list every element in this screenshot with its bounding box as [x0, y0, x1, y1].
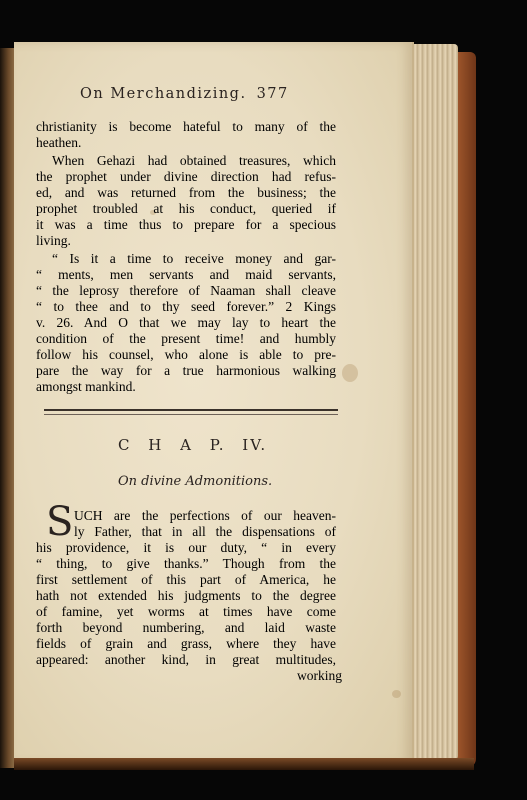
- body-line: pare the way for a true harmonious walking: [36, 363, 336, 378]
- page-number: 377: [256, 86, 289, 102]
- foxing-stain: [392, 690, 401, 698]
- body-line: follow his counsel, who alone is able to pre-: [36, 347, 336, 362]
- chapter-line: his providence, it is our duty, “ in every: [36, 540, 336, 555]
- running-title: On Merchandizing.: [80, 86, 247, 102]
- chapter-line: fields of grain and grass, where they have: [36, 636, 336, 651]
- chapter-line: ly Father, that in all the dispensations of: [74, 524, 336, 539]
- book-bottom-edge: [14, 758, 474, 770]
- chapter-line: forth beyond numbering, and laid waste: [36, 620, 336, 635]
- body-line: the prophet under divine direction had refus-: [36, 169, 336, 184]
- chapter-line: of famine, yet worms at times have come: [36, 604, 336, 619]
- foxing-stain: [342, 364, 358, 382]
- body-line: amongst mankind.: [36, 379, 136, 394]
- chapter-line: “ thing, to give thanks.” Though from the: [36, 556, 336, 571]
- chapter-subtitle: On divine Admonitions.: [118, 474, 273, 489]
- chapter-line: first settlement of this part of America, he: [36, 572, 336, 587]
- catchword: working: [297, 668, 342, 683]
- chapter-heading: C H A P. IV.: [118, 436, 268, 454]
- chapter-line: hath not extended his judgments to the degree: [36, 588, 336, 603]
- body-line: “ ments, men servants and maid servants,: [36, 267, 336, 282]
- body-line: “ Is it a time to receive money and gar-: [52, 251, 336, 266]
- section-rule: [44, 409, 338, 415]
- body-line: christianity is become hateful to many of the: [36, 119, 336, 134]
- body-line: “ the leprosy therefore of Naaman shall cleave: [36, 283, 336, 298]
- drop-cap: S: [46, 499, 74, 545]
- body-line: heathen.: [36, 135, 82, 150]
- running-header: [80, 86, 350, 102]
- body-line: condition of the present time! and humbly: [36, 331, 336, 346]
- body-line: “ to thee and to thy seed forever.” 2 Kings: [36, 299, 336, 314]
- chapter-line: UCH are the perfections of our heaven-: [74, 508, 336, 523]
- body-line: When Gehazi had obtained treasures, which: [52, 153, 336, 168]
- body-line: v. 26. And O that we may lay to heart the: [36, 315, 336, 330]
- body-line: ed, and was returned from the business; the: [36, 185, 336, 200]
- body-line: living.: [36, 233, 71, 248]
- body-line: prophet troubled at his conduct, queried if: [36, 201, 336, 216]
- book-spine: [0, 48, 14, 768]
- body-line: it was a time thus to prepare for a specious: [36, 217, 336, 232]
- chapter-line: appeared: another kind, in great multitudes,: [36, 652, 336, 667]
